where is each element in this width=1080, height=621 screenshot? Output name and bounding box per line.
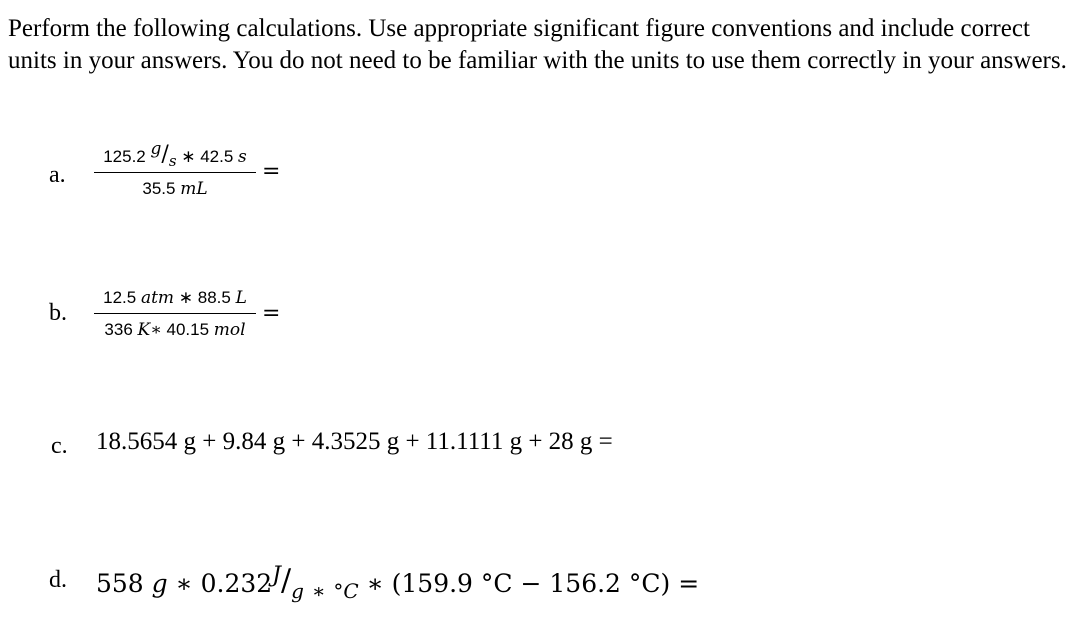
problem-d-t1-unit: g	[151, 569, 168, 598]
problem-d-op2: ∗	[311, 579, 326, 603]
instructions-text: Perform the following calculations. Use appropriate significant figure conventions and include correct units in your answers. You do not need to be familiar with the units to use them correctly in your answers.	[8, 15, 1067, 74]
problem-d-t2-sup: J	[272, 563, 281, 588]
problem-b-numerator	[103, 288, 247, 308]
problem-b-fraction-bar	[94, 313, 256, 314]
problem-d-op3: ∗	[366, 569, 384, 598]
problem-a-num-rest: ∗ 42.5	[181, 147, 234, 166]
problem-a-num-value: 125.2	[103, 147, 146, 166]
problem-a-fraction	[94, 139, 256, 199]
problem-b-equals: =	[262, 301, 281, 326]
problem-b-label: b.	[49, 300, 67, 326]
problem-b-num-b-unit: L	[235, 288, 247, 308]
problem-a-num-rest-unit: s	[238, 147, 247, 167]
problem-a-den-unit: mL	[180, 179, 208, 199]
problem-a-num-unit-top: g	[150, 139, 162, 159]
problem-d-paren: (159.9 °C − 156.2 °C) =	[391, 569, 700, 598]
problem-a-label: a.	[49, 162, 66, 188]
problem-d-t2-sub2: °C	[333, 579, 359, 603]
problem-a-fraction-bar	[94, 172, 256, 173]
problem-a-den-value: 35.5	[142, 179, 176, 198]
problem-b-fraction	[94, 288, 256, 340]
problem-a-num-unit-bottom: s	[168, 152, 177, 170]
problem-b-num-a-unit: atm	[140, 288, 175, 308]
problem-a-denominator	[142, 179, 207, 199]
problem-a-numerator	[103, 139, 247, 170]
problem-b-den-b-unit: mol	[213, 320, 246, 340]
problem-b-num-b: 88.5	[197, 288, 231, 307]
problem-b-num-a: 12.5	[103, 288, 137, 307]
problem-b-den-a: 336	[104, 320, 133, 339]
problem-c-expression: 18.5654 g + 9.84 g + 4.3525 g + 11.1111 g + 28 g =	[96, 428, 613, 455]
problem-a-equals: =	[262, 159, 281, 184]
problem-b-denominator	[104, 320, 245, 340]
problem-d-t2-slash: /	[281, 563, 292, 598]
problem-c-label: c.	[51, 433, 68, 459]
problem-d-t2-sub: g	[291, 579, 304, 603]
problem-d-label: d.	[49, 567, 67, 593]
problem-d-op1: ∗	[175, 569, 193, 598]
problem-b-num-op: ∗	[178, 288, 194, 307]
problem-d-t1: 558	[96, 569, 144, 598]
problem-d-expression	[96, 563, 700, 603]
problem-b-den-b: 40.15	[166, 320, 210, 339]
problem-d-t2: 0.232	[200, 569, 273, 598]
problem-b-den-a-unit: K∗	[137, 320, 162, 340]
problem-a-num-slash: /	[161, 142, 169, 167]
